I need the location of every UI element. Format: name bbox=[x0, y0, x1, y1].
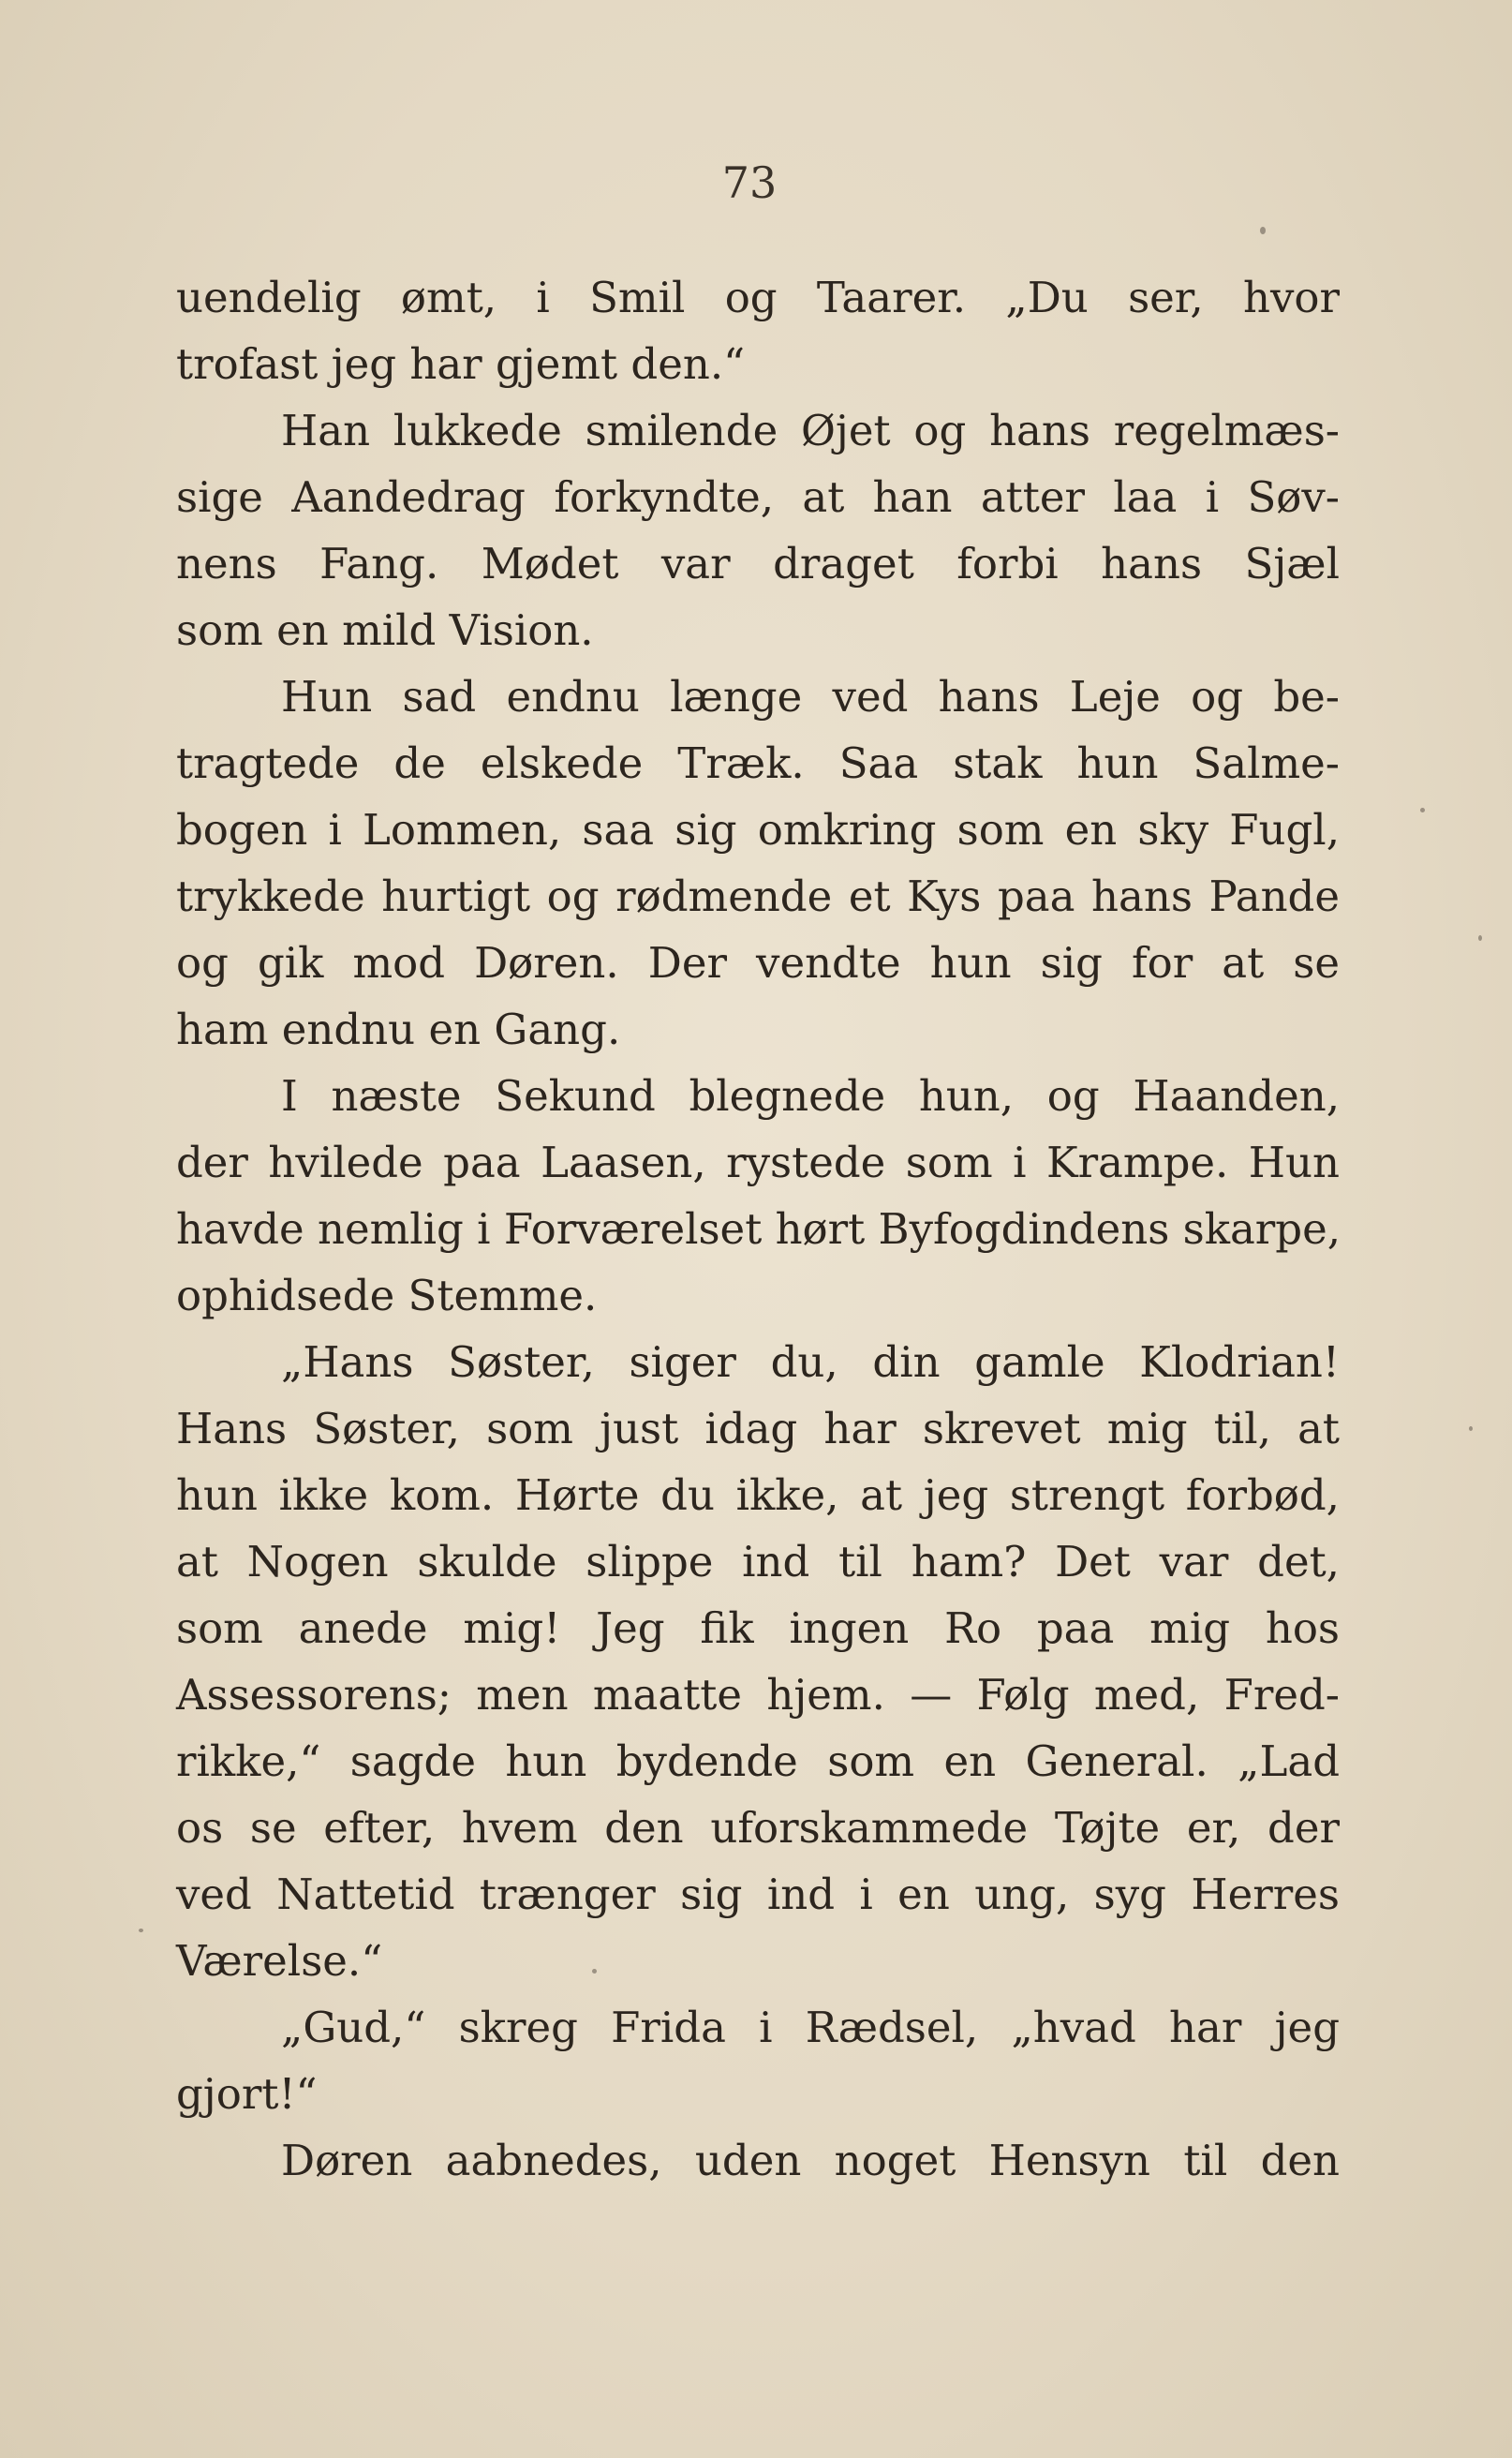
text-line: og gik mod Døren. Der vendte hun sig for at se bbox=[176, 938, 1340, 988]
text-line: tragtede de elskede Træk. Saa stak hun Salme- bbox=[176, 738, 1340, 788]
text-line: Værelse.“ bbox=[176, 1936, 383, 1986]
text-line: hun ikke kom. Hørte du ikke, at jeg strengt forbød, bbox=[176, 1470, 1340, 1520]
paper-speck bbox=[1260, 227, 1266, 234]
text-line: I næste Sekund blegnede hun, og Haanden, bbox=[281, 1071, 1340, 1121]
text-line: Han lukkede smilende Øjet og hans regelmæs- bbox=[281, 406, 1340, 455]
text-line: ham endnu en Gang. bbox=[176, 1005, 621, 1054]
text-line: uendelig ømt, i Smil og Taarer. „Du ser, hvor bbox=[176, 273, 1340, 322]
text-line: Hun sad endnu længe ved hans Leje og be- bbox=[281, 672, 1340, 722]
text-line: havde nemlig i Forværelset hørt Byfogdindens skarpe, bbox=[176, 1204, 1342, 1254]
text-line: gjort!“ bbox=[176, 2069, 318, 2119]
text-line: Døren aabnedes, uden noget Hensyn til den bbox=[281, 2136, 1340, 2185]
text-line: som anede mig! Jeg fik ingen Ro paa mig hos bbox=[176, 1603, 1340, 1653]
paper-speck bbox=[139, 1929, 143, 1932]
text-line: os se efter, hvem den uforskammede Tøjte er, der bbox=[176, 1803, 1340, 1853]
text-line: Assessorens; men maatte hjem. — Følg med, Fred- bbox=[176, 1670, 1340, 1720]
text-line: sige Aandedrag forkyndte, at han atter laa i Søv- bbox=[176, 472, 1340, 522]
text-line: ophidsede Stemme. bbox=[176, 1271, 598, 1320]
paper-speck bbox=[592, 1969, 597, 1974]
text-line: nens Fang. Mødet var draget forbi hans Sjæl bbox=[176, 539, 1340, 588]
text-line: trofast jeg har gjemt den.“ bbox=[176, 339, 746, 389]
paper-speck bbox=[1469, 1426, 1473, 1431]
text-line: som en mild Vision. bbox=[176, 605, 594, 655]
text-line: Hans Søster, som just idag har skrevet mig til, at bbox=[176, 1404, 1340, 1453]
text-line: „Gud,“ skreg Frida i Rædsel, „hvad har jeg bbox=[281, 2003, 1340, 2052]
text-line: bogen i Lommen, saa sig omkring som en sky Fugl, bbox=[176, 805, 1340, 855]
text-line: ved Nattetid trænger sig ind i en ung, syg Herres bbox=[176, 1870, 1340, 1919]
text-line: trykkede hurtigt og rødmende et Kys paa hans Pande bbox=[176, 871, 1340, 921]
paper-speck bbox=[1420, 808, 1425, 812]
page-number: 73 bbox=[721, 157, 778, 208]
text-line: rikke,“ sagde hun bydende som en General. „Lad bbox=[176, 1736, 1340, 1786]
text-line: „Hans Søster, siger du, din gamle Klodrian! bbox=[281, 1337, 1340, 1387]
paper-speck bbox=[1478, 935, 1482, 941]
body-text bbox=[176, 264, 1340, 2194]
text-line: der hvilede paa Laasen, rystede som i Krampe. Hun bbox=[176, 1138, 1340, 1187]
text-line: at Nogen skulde slippe ind til ham? Det var det, bbox=[176, 1537, 1340, 1587]
